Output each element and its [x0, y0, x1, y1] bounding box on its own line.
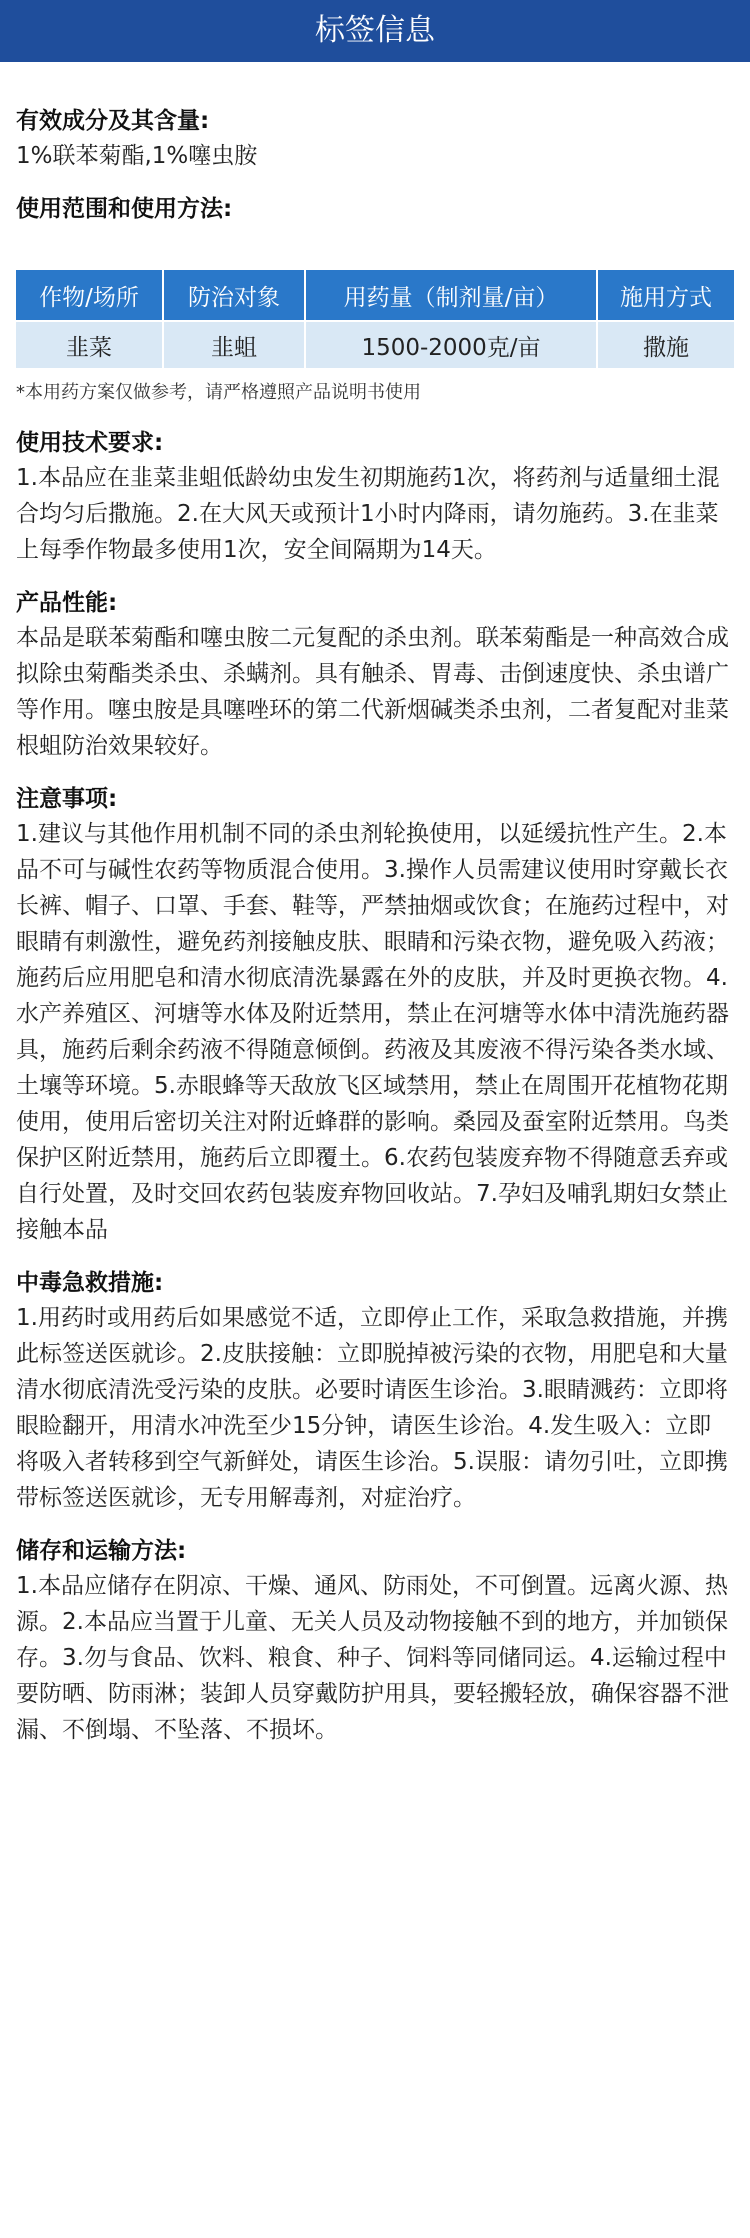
table-cell-target: 韭蛆 [164, 320, 306, 368]
first-aid-text: 1.用药时或用药后如果感觉不适，立即停止工作，采取急救措施，并携此标签送医就诊。2.皮肤接触：立即脱掉被污染的衣物，用肥皂和大量清水彻底清洗受污染的皮肤。必要时请医生诊治。3.眼睛溅药：立即将眼睑翻开，用清水冲洗至少15分钟，请医生诊治。4.发生吸入：立即将吸入者转移到空气新鲜处，请医生诊治。5.误服：请勿引吐，立即携带标签送医就诊，无专用解毒剂，对症治疗。 [16, 1305, 728, 1511]
first-aid-section [16, 1266, 734, 1516]
table-header-target: 防治对象 [164, 270, 306, 320]
table-cell-method: 撒施 [598, 320, 734, 368]
cautions-text: 1.建议与其他作用机制不同的杀虫剂轮换使用，以延缓抗性产生。2.本品不可与碱性农药等物质混合使用。3.操作人员需建议使用时穿戴长衣长裤、帽子、口罩、手套、鞋等，严禁抽烟或饮食；在施药过程中，对眼睛有刺激性，避免药剂接触皮肤、眼睛和污染衣物，避免吸入药液；施药后应用肥皂和清水彻底清洗暴露在外的皮肤，并及时更换衣物。4.水产养殖区、河塘等水体及附近禁用，禁止在河塘等水体中清洗施药器具，施药后剩余药液不得随意倾倒。药液及其废液不得污染各类水域、土壤等环境。5.赤眼蜂等天敌放飞区域禁用，禁止在周围开花植物花期使用，使用后密切关注对附近蜂群的影响。桑园及蚕室附近禁用。鸟类保护区附近禁用，施药后立即覆土。6.农药包装废弃物不得随意丢弃或自行处置，及时交回农药包装废弃物回收站。7.孕妇及哺乳期妇女禁止接触本品 [16, 821, 729, 1243]
tech-section [16, 426, 734, 568]
performance-section [16, 586, 734, 764]
table-row [16, 320, 734, 368]
usage-table-header-row [16, 270, 734, 320]
ingredients-text: 1%联苯菊酯,1%噻虫胺 [16, 143, 258, 169]
scope-section [16, 192, 734, 408]
performance-title: 产品性能: [16, 590, 118, 616]
cautions-section [16, 782, 734, 1248]
tech-text: 1.本品应在韭菜韭蛆低龄幼虫发生初期施药1次，将药剂与适量细土混合均匀后撒施。2.在大风天或预计1小时内降雨，请勿施药。3.在韭菜上每季作物最多使用1次，安全间隔期为14天。 [16, 465, 720, 563]
performance-text: 本品是联苯菊酯和噻虫胺二元复配的杀虫剂。联苯菊酯是一种高效合成拟除虫菊酯类杀虫、杀螨剂。具有触杀、胃毒、击倒速度快、杀虫谱广等作用。噻虫胺是具噻唑环的第二代新烟碱类杀虫剂，二者复配对韭菜根蛆防治效果较好。 [16, 625, 729, 759]
label-content [0, 104, 750, 1748]
cautions-title: 注意事项: [16, 786, 118, 812]
usage-note: *本用药方案仅做参考，请严格遵照产品说明书使用 [16, 382, 421, 403]
storage-text: 1.本品应储存在阴凉、干燥、通风、防雨处，不可倒置。远离火源、热源。2.本品应当置于儿童、无关人员及动物接触不到的地方，并加锁保存。3.勿与食品、饮料、粮食、种子、饲料等同储同运。4.运输过程中要防晒、防雨淋；装卸人员穿戴防护用具，要轻搬轻放，确保容器不泄漏、不倒塌、不坠落、不损坏。 [16, 1573, 729, 1743]
scope-title: 使用范围和使用方法: [16, 196, 233, 222]
table-cell-crop: 韭菜 [16, 320, 164, 368]
ingredients-section [16, 104, 734, 174]
tech-title: 使用技术要求: [16, 430, 164, 456]
first-aid-title: 中毒急救措施: [16, 1270, 164, 1296]
page-title: 标签信息 [315, 13, 435, 48]
table-header-dosage: 用药量（制剂量/亩） [306, 270, 598, 320]
usage-table-wrap [16, 270, 734, 368]
table-header-method: 施用方式 [598, 270, 734, 320]
usage-table [16, 270, 734, 368]
table-header-crop: 作物/场所 [16, 270, 164, 320]
storage-section [16, 1534, 734, 1748]
storage-title: 储存和运输方法: [16, 1538, 187, 1564]
ingredients-title: 有效成分及其含量: [16, 108, 210, 134]
page-header [0, 0, 750, 62]
table-cell-dosage: 1500-2000克/亩 [306, 320, 598, 368]
